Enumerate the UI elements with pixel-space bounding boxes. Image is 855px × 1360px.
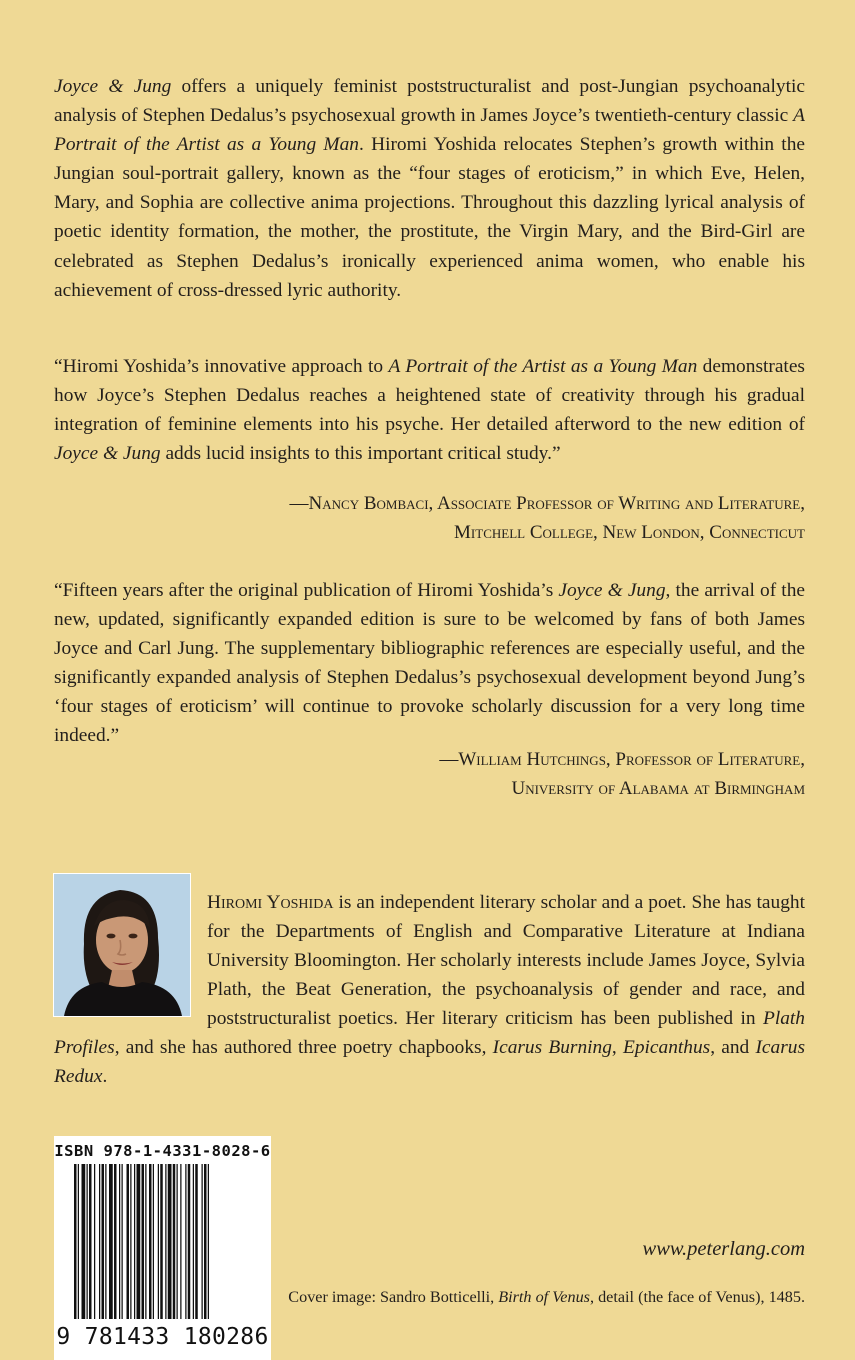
barcode-bar (102, 1164, 105, 1319)
barcode-bar (145, 1164, 146, 1319)
barcode-bar (149, 1164, 152, 1319)
barcode-bar (87, 1164, 88, 1319)
book-title: Joyce & Jung (54, 76, 172, 97)
isbn-label: ISBN 978-1-4331-8028-6 (54, 1142, 271, 1160)
barcode-bar (165, 1164, 166, 1319)
barcode-bar (78, 1164, 79, 1319)
barcode-bar (153, 1164, 154, 1319)
barcode-bar (177, 1164, 178, 1319)
barcode-bar (109, 1164, 113, 1319)
novel-title: A Portrait of the Artist as a Young Man (54, 105, 805, 156)
barcode-bar (134, 1164, 135, 1319)
barcode-bar (142, 1164, 145, 1319)
barcode-bar (185, 1164, 186, 1319)
endorsement-attribution-2: —William Hutchings, Professor of Literature, University of Alabama at Birmingham (439, 749, 805, 799)
barcode-bar (208, 1164, 209, 1319)
barcode-bar (137, 1164, 141, 1319)
barcode-bar (114, 1164, 117, 1319)
barcode-bar (193, 1164, 194, 1319)
barcode-bar (74, 1164, 77, 1319)
isbn-digits: 9 781433 180286 (56, 1324, 269, 1350)
barcode-bar (202, 1164, 203, 1319)
barcode-bar (195, 1164, 198, 1319)
endorsement-attribution-1: —Nancy Bombaci, Associate Professor of Writing and Literature, Mitchell College, New London, Connecticut (289, 493, 805, 543)
barcode-bar (204, 1164, 207, 1319)
barcode-bar (160, 1164, 163, 1319)
isbn-barcode (54, 1136, 271, 1360)
barcode-bar (82, 1164, 86, 1319)
barcode-bar (188, 1164, 191, 1319)
barcode-bar (127, 1164, 130, 1319)
book-description: Joyce & Jung offers a uniquely feminist poststructuralist and post-Jungian psychoanalytic analysis of Stephen Dedalus’s psychosexual growth in James Joyce’s twentieth-century classic A Portrait of the Artist as a Young Man. Hiromi Yoshida relocates Stephen’s growth within the Jungian soul-portrait gallery, known as the “four stages of eroticism,” in which Eve, Helen, Mary, and Sophia are collective anima projections. Throughout this dazzling lyrical analysis of poetic identity formation, the mother, the prostitute, the Virgin Mary, and the Bird-Girl are celebrated as Stephen Dedalus’s ironically experienced anima women, who enable his achievement of cross-dressed lyric authority. (54, 76, 806, 301)
barcode-bar (94, 1164, 95, 1319)
cover-image-credit: Cover image: Sandro Botticelli, Birth of Venus, detail (the face of Venus), 1485. (288, 1288, 805, 1306)
barcode-bar (122, 1164, 123, 1319)
barcode-bar (130, 1164, 131, 1319)
barcode-bar (173, 1164, 176, 1319)
endorsement-quote-1: “Hiromi Yoshida’s innovative approach to A Portrait of the Artist as a Young Man demonstrates how Joyce’s Stephen Dedalus reaches a heightened state of creativity through his gradual integration of feminine elements into his psyche. Her detailed afterword to the new edition of Joyce & Jung adds lucid insights to this important critical study.” (54, 356, 805, 465)
barcode-bar (168, 1164, 172, 1319)
publisher-url[interactable]: www.peterlang.com (642, 1238, 805, 1260)
barcode-bar (158, 1164, 159, 1319)
barcode-bar (105, 1164, 106, 1319)
barcode-bar (99, 1164, 100, 1319)
author-bio: Hiromi Yoshida is an independent literary scholar and a poet. She has taught for the Departments of English and Comparative Literature at Indiana University Bloomington. Her scholarly interests include James Joyce, Sylvia Plath, the Beat Generation, the psychoanalysis of gender and race, and poststructuralist poetics. Her literary criticism has been published in Plath Profiles, and she has authored three poetry chapbooks, Icarus Burning, Epicanthus, and Icarus Redux. (54, 892, 805, 1087)
endorsement-quote-2: “Fifteen years after the original publication of Hiromi Yoshida’s Joyce & Jung, the arrival of the new, updated, significantly expanded edition is sure to be welcomed by fans of both James Joyce and Carl Jung. The supplementary bibliographic references are especially useful, and the significantly expanded analysis of Stephen Dedalus’s psychosexual development beyond Jung’s ‘four stages of eroticism’ will continue to provoke scholarly discussion for a very long time indeed.” (54, 580, 805, 747)
author-name: Hiromi Yoshida (207, 892, 334, 913)
barcode-bar (180, 1164, 181, 1319)
barcode-bar (89, 1164, 92, 1319)
barcode-bar (119, 1164, 120, 1319)
